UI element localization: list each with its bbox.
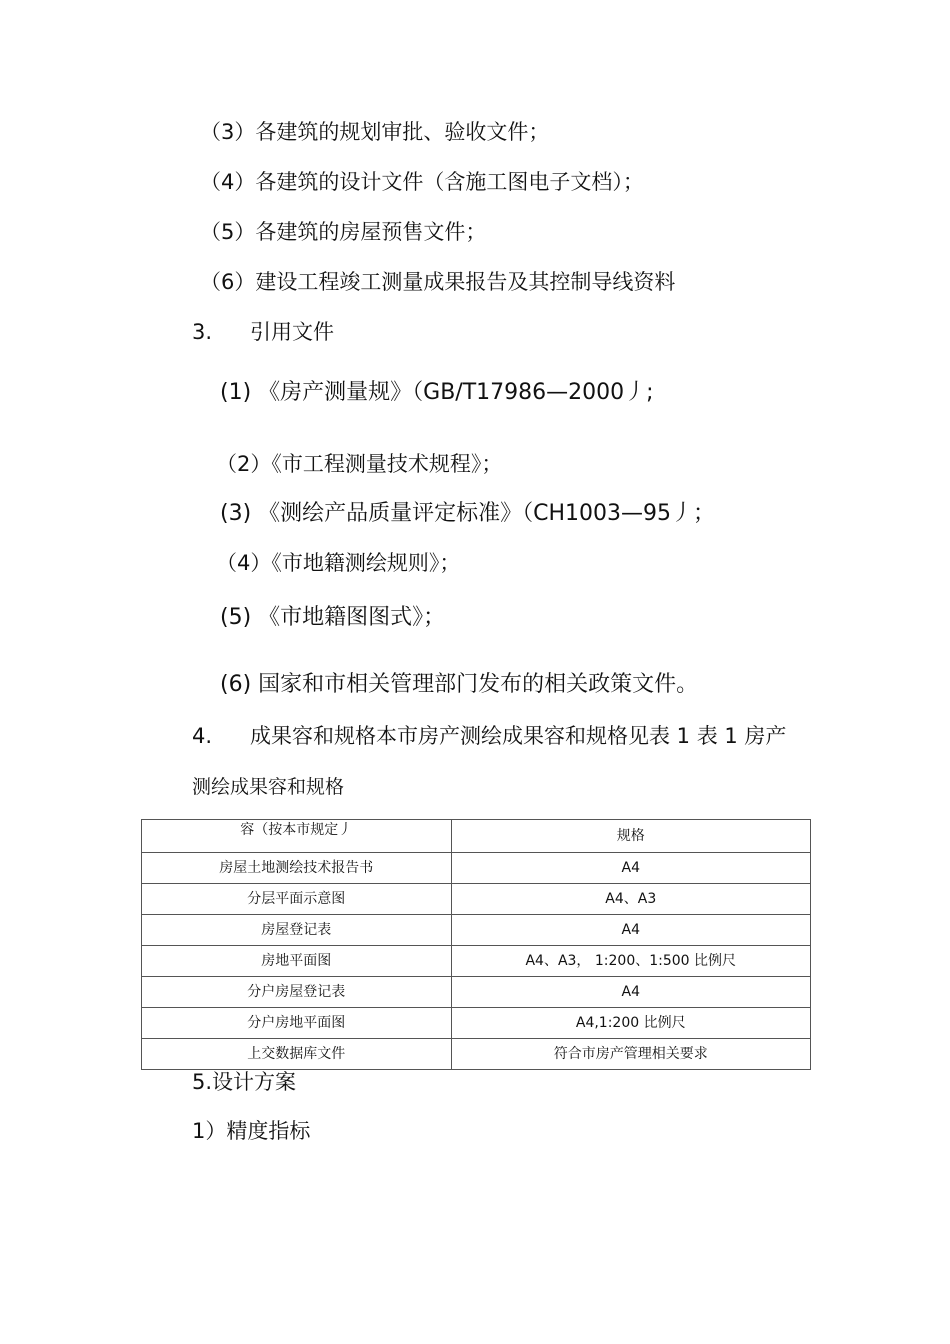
table-cell: 房地平面图 — [142, 946, 452, 977]
section-number: 3. — [192, 320, 213, 344]
table-cell: A4 — [451, 977, 811, 1008]
table-header-cell: 容（按本市规定丿 — [142, 820, 452, 853]
reference-item: (5) 《市地籍图图式》； — [220, 605, 446, 630]
table-row — [142, 1008, 811, 1039]
table-cell: 符合市房产管理相关要求 — [451, 1039, 811, 1070]
table-row — [142, 853, 811, 884]
reference-item: (6) 国家和市相关管理部门发布的相关政策文件。 — [220, 672, 699, 697]
table-row — [142, 946, 811, 977]
table-row — [142, 977, 811, 1008]
section-title: 引用文件 — [250, 320, 334, 344]
section-heading: 5.设计方案 — [192, 1070, 297, 1094]
list-item: （3）各建筑的规划审批、验收文件； — [200, 120, 550, 144]
subsection-heading: 1）精度指标 — [192, 1119, 311, 1143]
section-text-continued: 测绘成果容和规格 — [192, 776, 345, 798]
table-row — [142, 884, 811, 915]
reference-item: （2）《市工程测量技术规程》； — [216, 452, 503, 476]
spec-table — [141, 819, 811, 1070]
reference-item: (3) 《测绘产品质量评定标准》（CH1003—95丿； — [220, 501, 716, 526]
table-header-row — [142, 820, 811, 853]
table-cell: 分户房屋登记表 — [142, 977, 452, 1008]
table-cell: 房屋土地测绘技术报告书 — [142, 853, 452, 884]
list-item: （5）各建筑的房屋预售文件； — [200, 220, 487, 244]
reference-item: （4）《市地籍测绘规则》； — [216, 551, 461, 575]
list-item: （6）建设工程竣工测量成果报告及其控制导线资料 — [200, 270, 676, 294]
table-cell: A4、A3 — [451, 884, 811, 915]
table-cell: A4,1:200 比例尺 — [451, 1008, 811, 1039]
reference-item: (1) 《房产测量规》（GB/T17986—2000丿; — [220, 380, 654, 405]
table-cell: A4 — [451, 853, 811, 884]
table-cell: A4 — [451, 915, 811, 946]
section-heading — [192, 723, 786, 749]
list-item: （4）各建筑的设计文件（含施工图电子文档）； — [200, 170, 644, 194]
table-cell: 房屋登记表 — [142, 915, 452, 946]
section-text: 成果容和规格本市房产测绘成果容和规格见表 1 表 1 房产 — [250, 724, 787, 748]
table-cell: 分层平面示意图 — [142, 884, 452, 915]
table-row — [142, 1039, 811, 1070]
table-header-cell: 规格 — [451, 820, 811, 853]
table-cell: 分户房地平面图 — [142, 1008, 452, 1039]
table-row — [142, 915, 811, 946]
table-cell: 上交数据库文件 — [142, 1039, 452, 1070]
section-heading — [192, 319, 334, 345]
table-cell: A4、A3， 1:200、1:500 比例尺 — [451, 946, 811, 977]
section-number: 4. — [192, 724, 213, 748]
